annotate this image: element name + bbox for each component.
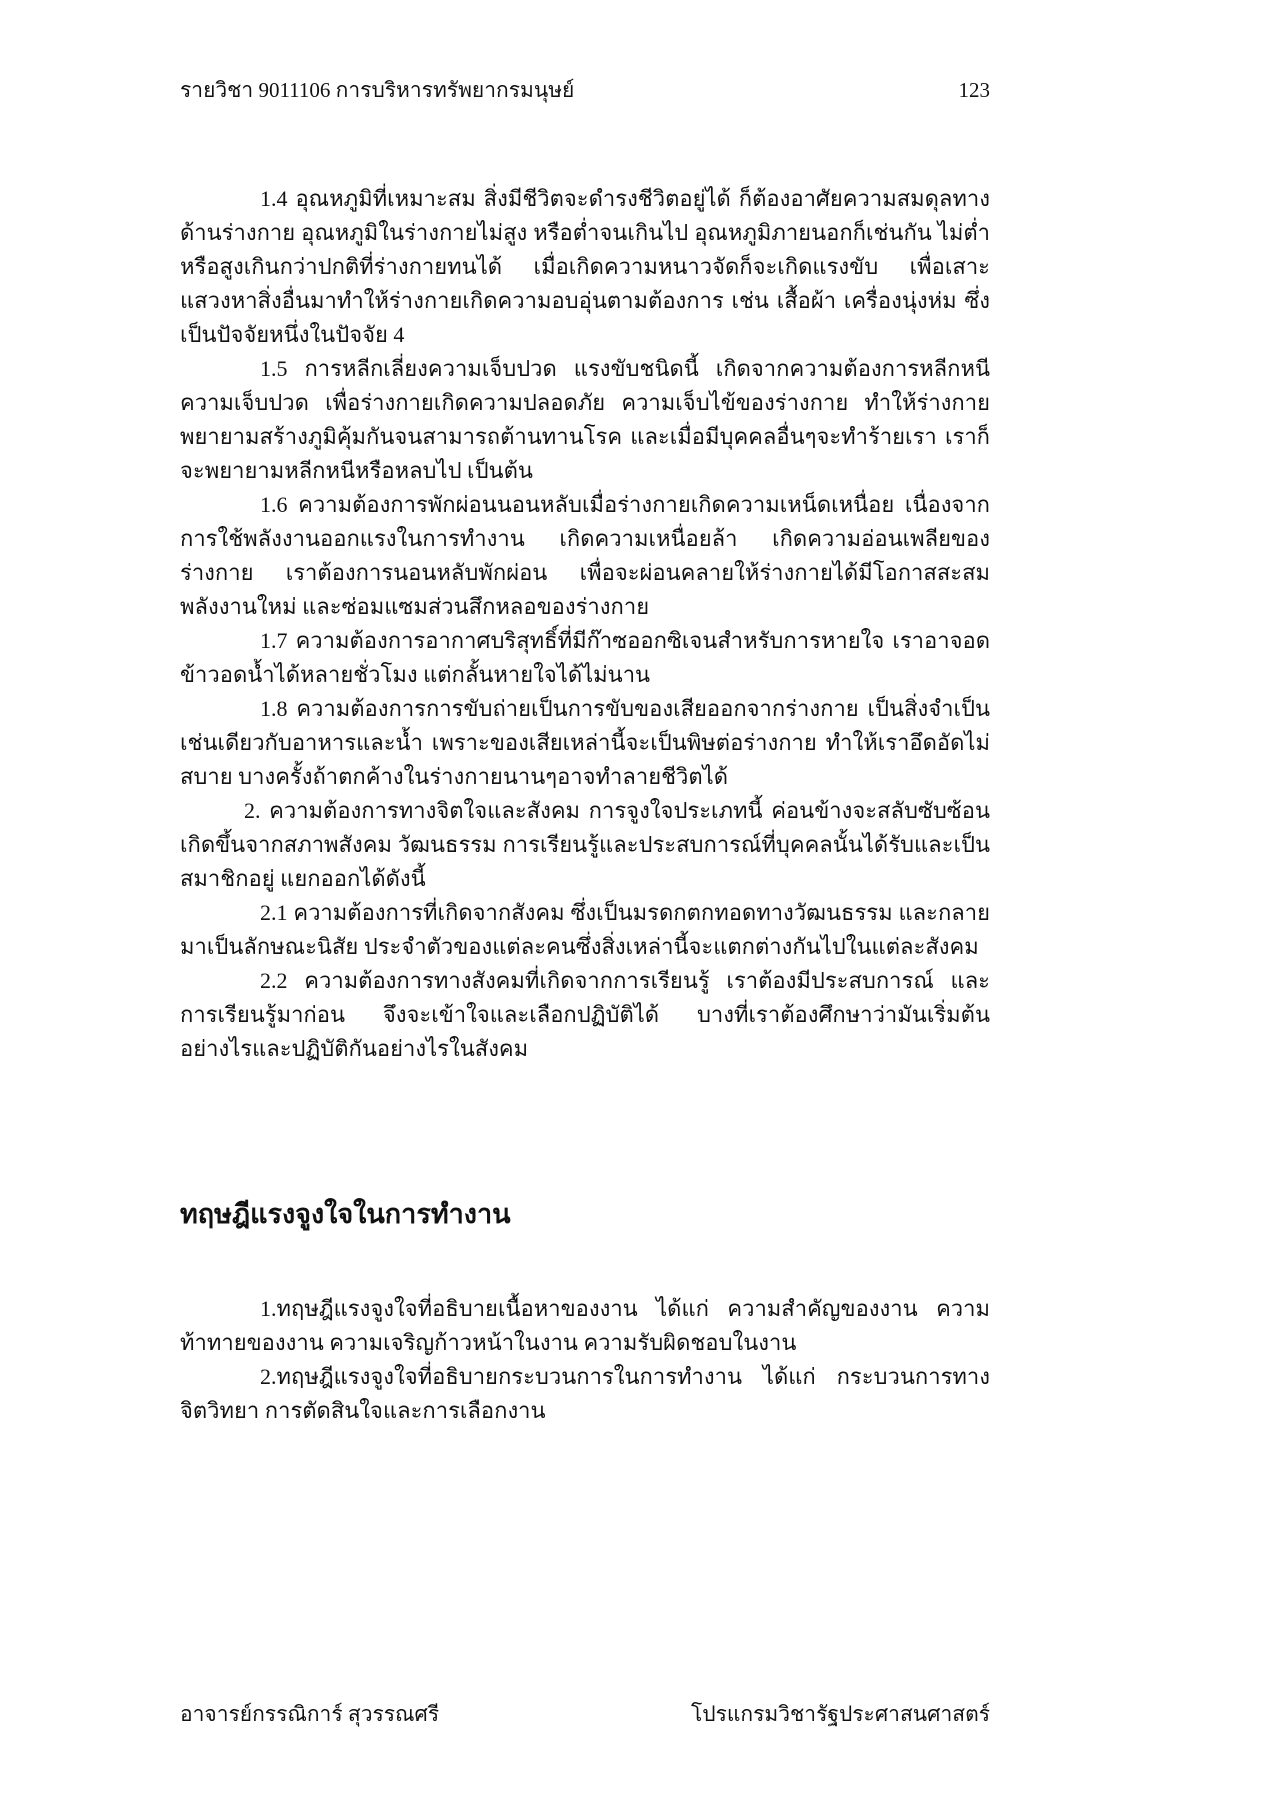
section-heading: ทฤษฎีแรงจูงใจในการทำงาน bbox=[180, 1199, 511, 1229]
theory-block bbox=[180, 1292, 990, 1428]
page-body bbox=[180, 182, 990, 1428]
paragraph-1-4: 1.4 อุณหภูมิที่เหมาะสม สิ่งมีชีวิตจะดำรงชีวิตอยู่ได้ ก็ต้องอาศัยความสมดุลทางด้านร่างกาย อุณหภูมิในร่างกายไม่สูง หรือต่ำจนเกินไป อุณหภูมิภายนอกก็เช่นกัน ไม่ต่ำหรือสูงเกินกว่าปกติที่ร่างกายทนได้ เมื่อเกิดความหนาวจัดก็จะเกิดแรงขับ เพื่อเสาะแสวงหาสิ่งอื่นมาทำให้ร่างกายเกิดความอบอุ่นตามต้องการ เช่น เสื้อผ้า เครื่องนุ่งห่ม ซึ่งเป็นปัจจัยหนึ่งในปัจจัย 4 bbox=[180, 186, 990, 347]
page-header bbox=[180, 74, 990, 107]
page-footer bbox=[180, 1698, 990, 1731]
footer-author: อาจารย์กรรณิการ์ สุวรรณศรี bbox=[180, 1702, 440, 1726]
footer-program: โปรแกรมวิชารัฐประศาสนศาสตร์ bbox=[690, 1702, 990, 1726]
paragraph-1-5: 1.5 การหลีกเลี่ยงความเจ็บปวด แรงขับชนิดนี้ เกิดจากความต้องการหลีกหนีความเจ็บปวด เพื่อร่างกายเกิดความปลอดภัย ความเจ็บไข้ของร่างกาย ทำให้ร่างกายพยายามสร้างภูมิคุ้มกันจนสามารถต้านทานโรค และเมื่อมีบุคคลอื่นๆจะทำร้ายเรา เราก็จะพยายามหลีกหนีหรือหลบไป เป็นต้น bbox=[180, 356, 990, 483]
paragraph-1-8: 1.8 ความต้องการการขับถ่ายเป็นการขับของเสียออกจากร่างกาย เป็นสิ่งจำเป็นเช่นเดียวกับอาหารและน้ำ เพราะของเสียเหล่านี้จะเป็นพิษต่อร่างกาย ทำให้เราอึดอัดไม่สบาย บางครั้งถ้าตกค้างในร่างกายนานๆอาจทำลายชีวิตได้ bbox=[180, 696, 990, 789]
paragraph-2-1: 2.1 ความต้องการที่เกิดจากสังคม ซึ่งเป็นมรดกตกทอดทางวัฒนธรรม และกลายมาเป็นลักษณะนิสัย ประจำตัวของแต่ละคนซึ่งสิ่งเหล่านี้จะแตกต่างกันไปในแต่ละสังคม bbox=[180, 900, 990, 959]
paragraph-1-7: 1.7 ความต้องการอากาศบริสุทธิ์ที่มีก๊าซออกซิเจนสำหรับการหายใจ เราอาจอดข้าวอดน้ำได้หลายชั่วโมง แต่กลั้นหายใจได้ไม่นาน bbox=[180, 628, 990, 687]
paragraph-theory-2: 2.ทฤษฎีแรงจูงใจที่อธิบายกระบวนการในการทำงาน ได้แก่ กระบวนการทางจิตวิทยา การตัดสินใจและการเลือกงาน bbox=[180, 1364, 990, 1423]
paragraph-1-6: 1.6 ความต้องการพักผ่อนนอนหลับเมื่อร่างกายเกิดความเหน็ดเหนื่อย เนื่องจากการใช้พลังงานออกแรงในการทำงาน เกิดความเหนื่อยล้า เกิดความอ่อนเพลียของร่างกาย เราต้องการนอนหลับพักผ่อน เพื่อจะผ่อนคลายให้ร่างกายได้มีโอกาสสะสมพลังงานใหม่ และซ่อมแซมส่วนสึกหลอของร่างกาย bbox=[180, 492, 990, 619]
page-number: 123 bbox=[958, 78, 990, 102]
paragraph-2: 2. ความต้องการทางจิตใจและสังคม การจูงใจประเภทนี้ ค่อนข้างจะสลับซับซ้อน เกิดขึ้นจากสภาพสังคม วัฒนธรรม การเรียนรู้และประสบการณ์ที่บุคคลนั้นได้รับและเป็นสมาชิกอยู่ แยกออกได้ดังนี้ bbox=[180, 798, 990, 891]
course-title: รายวิชา 9011106 การบริหารทรัพยากรมนุษย์ bbox=[180, 78, 575, 102]
paragraph-theory-1: 1.ทฤษฎีแรงจูงใจที่อธิบายเนื้อหาของงาน ได้แก่ ความสำคัญของงาน ความท้าทายของงาน ความเจริญก้าวหน้าในงาน ความรับผิดชอบในงาน bbox=[180, 1296, 990, 1355]
paragraph-2-2: 2.2 ความต้องการทางสังคมที่เกิดจากการเรียนรู้ เราต้องมีประสบการณ์ และการเรียนรู้มาก่อน จึงจะเข้าใจและเลือกปฏิบัติได้ บางที่เราต้องศึกษาว่ามันเริ่มต้นอย่างไรและปฏิบัติกันอย่างไรในสังคม bbox=[180, 968, 990, 1061]
